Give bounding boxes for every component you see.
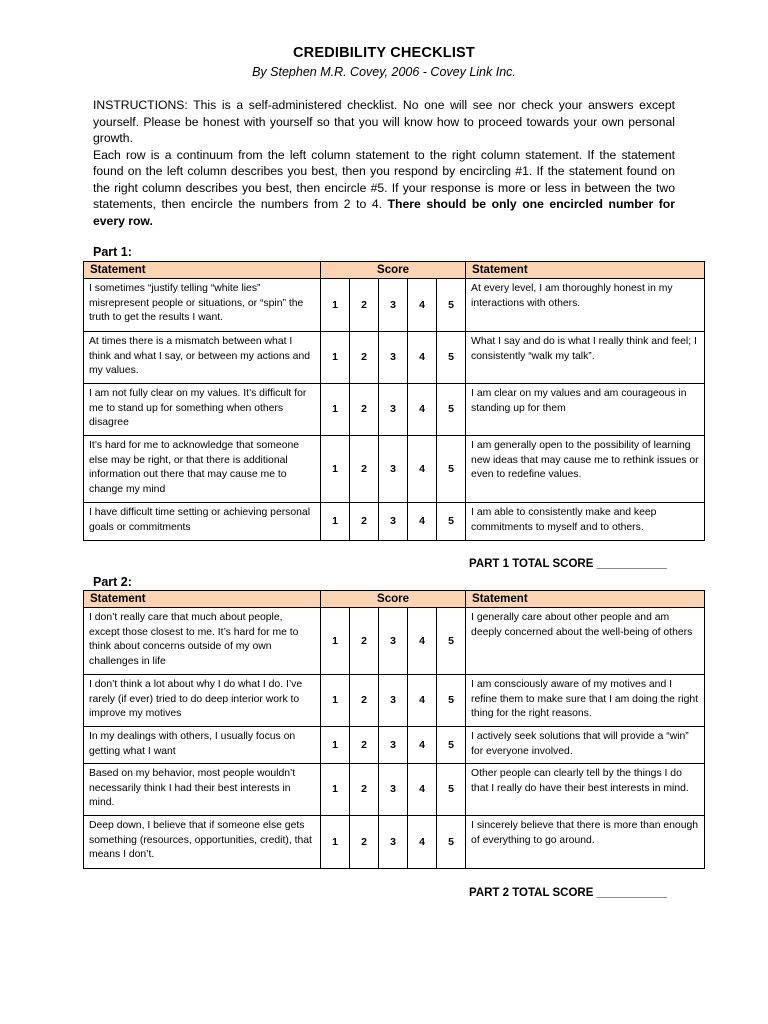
score-option-1[interactable]: 1 [321,332,350,384]
score-option-2[interactable]: 2 [350,675,379,727]
left-statement: Deep down, I believe that if someone else gets something (resources, opportunities, credit), that means I don’t. [84,816,321,869]
score-option-4[interactable]: 4 [408,675,437,727]
table-row [84,503,705,541]
part-2-table [83,590,705,869]
left-statement: At times there is a mismatch between what I think and what I say, or between my actions and my values. [84,332,321,384]
score-option-3[interactable]: 3 [379,436,408,503]
part-1-rows [84,279,705,541]
document-title: CREDIBILITY CHECKLIST [293,45,475,61]
score-option-2[interactable]: 2 [350,279,379,332]
score-header: Score [321,262,466,279]
score-header: Score [321,591,466,608]
part-1-label: Part 1: [93,245,132,259]
score-option-4[interactable]: 4 [408,436,437,503]
instructions-paragraph-2-bold: There should be only one encircled number for every row. [93,197,675,228]
table-row [84,279,705,332]
score-option-1[interactable]: 1 [321,764,350,816]
score-option-5[interactable]: 5 [437,436,466,503]
score-option-4[interactable]: 4 [408,279,437,332]
score-option-5[interactable]: 5 [437,764,466,816]
score-option-3[interactable]: 3 [379,279,408,332]
score-option-2[interactable]: 2 [350,727,379,764]
part-1-total-score[interactable]: PART 1 TOTAL SCORE ___________ [469,558,667,570]
score-option-4[interactable]: 4 [408,332,437,384]
score-option-2[interactable]: 2 [350,816,379,869]
right-statement: At every level, I am thoroughly honest in my interactions with others. [466,279,705,332]
part-2-header-row [84,591,705,608]
score-option-2[interactable]: 2 [350,503,379,541]
statement-right-header: Statement [466,591,705,608]
instructions-paragraph-1: INSTRUCTIONS: This is a self-administered checklist. No one will see nor check your answers except yourself. Please be honest with yourself so that you will know how to proceed towards your own personal growth. [93,98,675,145]
score-option-2[interactable]: 2 [350,384,379,436]
left-statement: I don’t really care that much about people, except those closest to me. It’s hard for me to think about concerns outside of my own challenges in life [84,608,321,675]
score-option-1[interactable]: 1 [321,436,350,503]
score-option-2[interactable]: 2 [350,436,379,503]
statement-left-header: Statement [84,262,321,279]
score-option-1[interactable]: 1 [321,279,350,332]
score-option-1[interactable]: 1 [321,384,350,436]
score-option-4[interactable]: 4 [408,764,437,816]
score-option-5[interactable]: 5 [437,332,466,384]
table-row [84,727,705,764]
table-row [84,675,705,727]
score-option-3[interactable]: 3 [379,384,408,436]
right-statement: I am able to consistently make and keep commitments to myself and to others. [466,503,705,541]
score-option-5[interactable]: 5 [437,608,466,675]
score-option-5[interactable]: 5 [437,279,466,332]
score-option-4[interactable]: 4 [408,503,437,541]
table-row [84,764,705,816]
right-statement: I am clear on my values and am courageous in standing up for them [466,384,705,436]
score-option-5[interactable]: 5 [437,384,466,436]
score-option-1[interactable]: 1 [321,816,350,869]
score-option-1[interactable]: 1 [321,608,350,675]
right-statement: I actively seek solutions that will provide a “win” for everyone involved. [466,727,705,764]
part-2-total-score[interactable]: PART 2 TOTAL SCORE ___________ [469,887,667,899]
score-option-4[interactable]: 4 [408,816,437,869]
score-option-1[interactable]: 1 [321,675,350,727]
score-option-4[interactable]: 4 [408,727,437,764]
score-option-4[interactable]: 4 [408,384,437,436]
score-option-3[interactable]: 3 [379,816,408,869]
part-2-rows [84,608,705,869]
score-option-1[interactable]: 1 [321,727,350,764]
score-option-2[interactable]: 2 [350,332,379,384]
document-subtitle: By Stephen M.R. Covey, 2006 - Covey Link Inc. [252,65,516,79]
statement-left-header: Statement [84,591,321,608]
left-statement: It’s hard for me to acknowledge that someone else may be right, or that there is additional information out there that may cause me to change my mind [84,436,321,503]
score-option-3[interactable]: 3 [379,608,408,675]
table-row [84,816,705,869]
left-statement: I am not fully clear on my values. It’s difficult for me to stand up for something when others disagree [84,384,321,436]
table-row [84,608,705,675]
score-option-3[interactable]: 3 [379,503,408,541]
right-statement: I am consciously aware of my motives and I refine them to make sure that I am doing the right thing for the right reasons. [466,675,705,727]
right-statement: I generally care about other people and am deeply concerned about the well-being of others [466,608,705,675]
score-option-3[interactable]: 3 [379,675,408,727]
score-option-4[interactable]: 4 [408,608,437,675]
score-option-5[interactable]: 5 [437,727,466,764]
left-statement: I don’t think a lot about why I do what I do. I’ve rarely (if ever) tried to do deep interior work to improve my motives [84,675,321,727]
right-statement: What I say and do is what I really think and feel; I consistently “walk my talk”. [466,332,705,384]
score-option-5[interactable]: 5 [437,816,466,869]
statement-right-header: Statement [466,262,705,279]
right-statement: I sincerely believe that there is more than enough of everything to go around. [466,816,705,869]
left-statement: I have difficult time setting or achieving personal goals or commitments [84,503,321,541]
score-option-5[interactable]: 5 [437,503,466,541]
table-row [84,384,705,436]
score-option-3[interactable]: 3 [379,764,408,816]
instructions-paragraph-2 [93,147,675,230]
part-2-label: Part 2: [93,575,132,589]
score-option-2[interactable]: 2 [350,764,379,816]
left-statement: Based on my behavior, most people wouldn’t necessarily think I had their best interests in mind. [84,764,321,816]
score-option-3[interactable]: 3 [379,332,408,384]
left-statement: In my dealings with others, I usually focus on getting what I want [84,727,321,764]
part-1-table [83,261,705,541]
right-statement: I am generally open to the possibility of learning new ideas that may cause me to rethink issues or even to redefine values. [466,436,705,503]
score-option-5[interactable]: 5 [437,675,466,727]
instructions-paragraph-2-text: Each row is a continuum from the left column statement to the right column statement. If the statement found on the left column describes you best, then you respond by encircling #1. If the statement found on the right column describes you best, then encircle #5. If your response is more or less in between the two statements, then encircle the numbers from 2 to 4. [93,147,675,211]
score-option-1[interactable]: 1 [321,503,350,541]
table-row [84,436,705,503]
table-row [84,332,705,384]
right-statement: Other people can clearly tell by the things I do that I really do have their best interests in mind. [466,764,705,816]
score-option-3[interactable]: 3 [379,727,408,764]
left-statement: I sometimes “justify telling “white lies” misrepresent people or situations, or “spin” the truth to get the results I want. [84,279,321,332]
instructions [93,97,675,229]
part-1-header-row [84,262,705,279]
score-option-2[interactable]: 2 [350,608,379,675]
